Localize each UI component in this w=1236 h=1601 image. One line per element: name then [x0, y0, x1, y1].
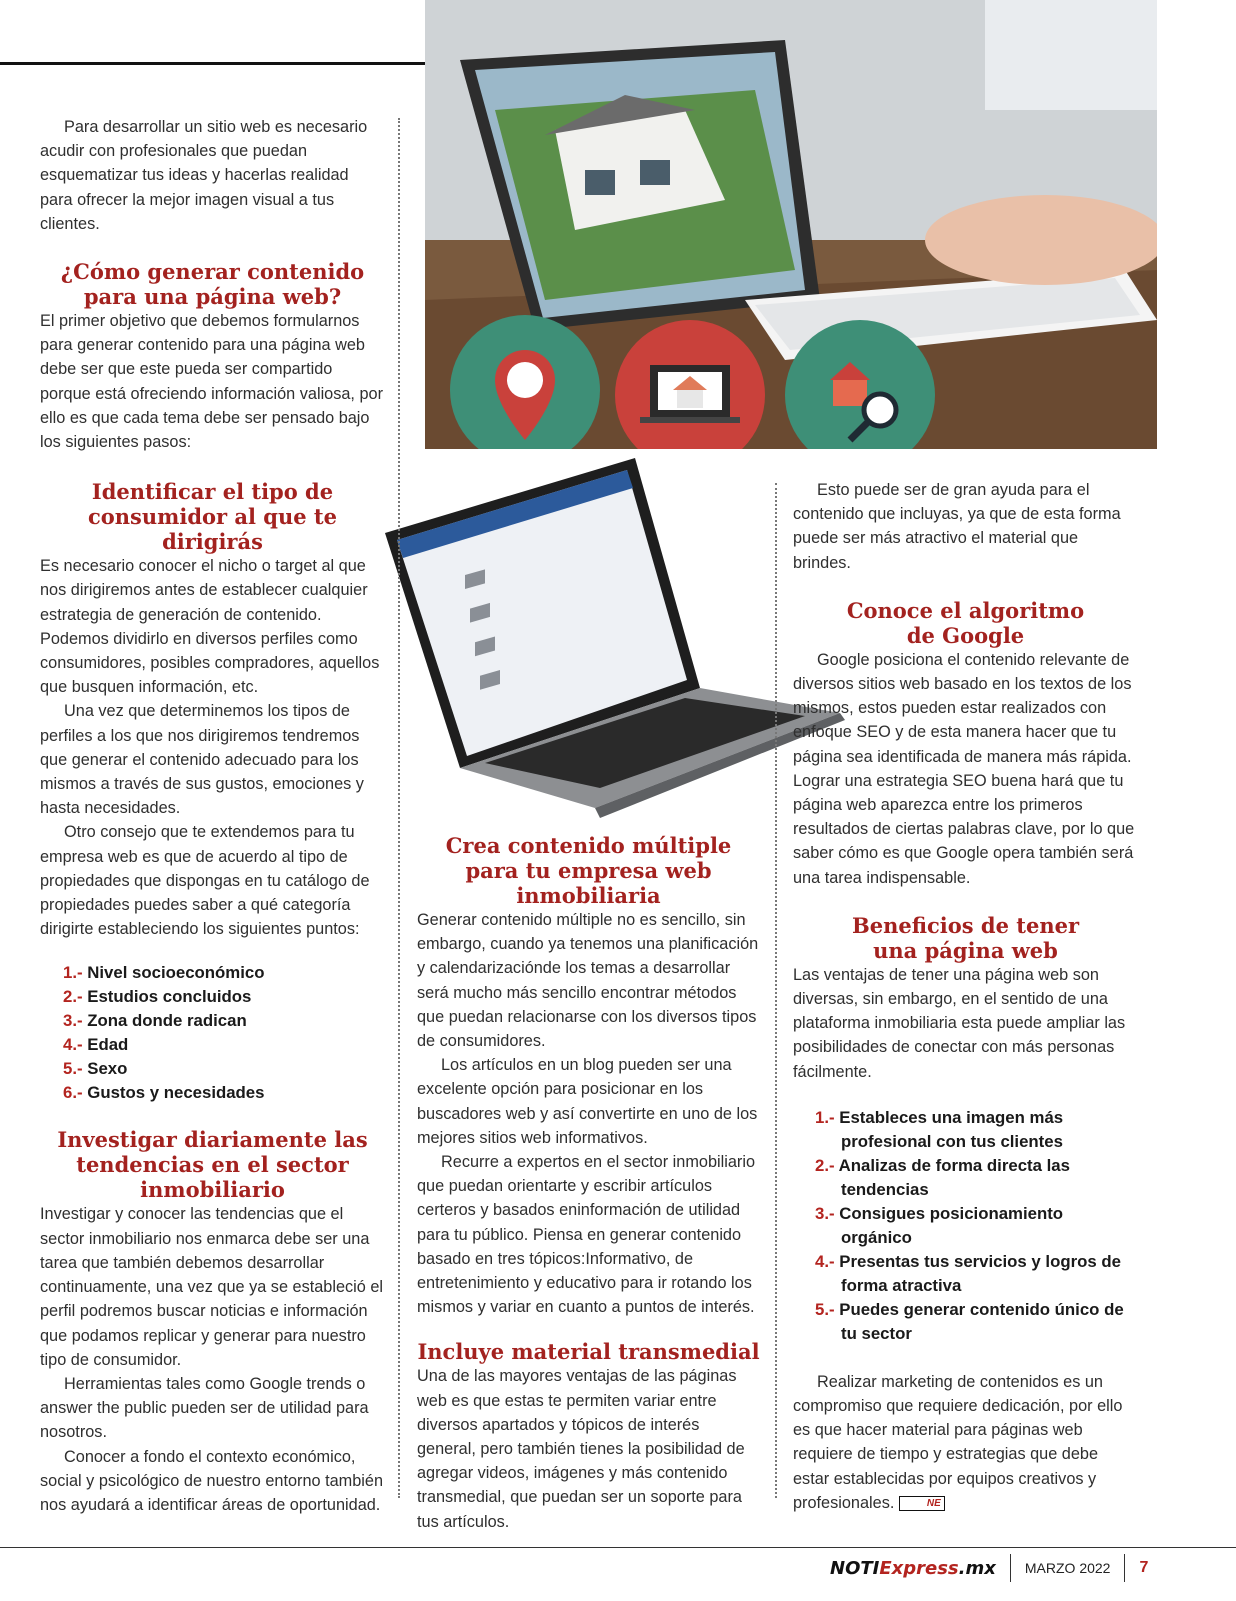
paragraph: Los artículos en un blog pueden ser una excelente opción para posicionar en los buscadores web y así convertirte en uno de los mejores sitios web informativos.	[417, 1056, 758, 1147]
paragraph: Es necesario conocer el nicho o target al que nos dirigiremos antes de establecer cualquier estrategia de generación de contenido. Podemos dividirlo en diversos perfiles como consumidores, posibles compradores, aquellos que busquen información, etc.	[40, 557, 380, 697]
paragraph: Herramientas tales como Google trends o answer the public pueden ser de utilidad para nosotros.	[40, 1374, 369, 1442]
laptop-house-illustration	[425, 0, 1157, 449]
footer	[830, 1552, 1148, 1584]
list-item: 3.- Zona donde radican	[63, 1011, 247, 1031]
paragraph: El primer objetivo que debemos formularnos para generar contenido para una página web debe ser que este pueda ser compartido porque está ofreciendo información valiosa, por ello es que cada tema debe ser pensado bajo los siguientes pasos:	[40, 312, 384, 452]
paragraph: Recurre a expertos en el sector inmobiliario que puedan orientarte y escribir artículos certeros y basados eninformación de utilidad para tu público. Piensa en generar contenido basado en tres tópicos:Informativo, de entretenimiento y educativo para ir rotando los mismos y variar en cuanto a puntos de interés.	[417, 1153, 756, 1317]
footer-divider	[1010, 1554, 1011, 1582]
section-heading: Identificar el tipo de consumidor al que te dirigirás	[88, 479, 337, 555]
paragraph: Generar contenido múltiple no es sencillo, sin embargo, cuando ya tenemos una planificación y calendarizaciónde los temas a desarrollar será mucho más sencillo encontrar métodos que puedan relacionarse con los diversos tipos de consumidores.	[417, 911, 759, 1051]
column-right	[793, 478, 1138, 1515]
brand-logo: NOTIExpress.mx	[830, 1557, 996, 1579]
section-heading: Investigar diariamente las tendencias en el sector inmobiliario	[57, 1127, 368, 1203]
list-item: 2.- Estudios concluidos	[63, 987, 252, 1007]
list-item: 4.- Edad	[63, 1035, 129, 1055]
issue-date: MARZO 2022	[1024, 1560, 1111, 1576]
consumer-criteria-list	[40, 961, 385, 1105]
header-photo	[425, 0, 1157, 449]
section-heading: Incluye material transmedial	[417, 1339, 760, 1365]
top-rule	[0, 62, 425, 65]
end-mark-logo: NE	[899, 1496, 945, 1511]
benefits-list	[793, 1106, 1138, 1346]
page-number: 7	[1139, 1559, 1149, 1576]
paragraph: Google posiciona el contenido relevante de diversos sitios web basado en los textos de los mismos, estos pueden estar realizados con enfoque SEO y de esta manera hacer que tu página sea identificada de manera más rápida. Lograr una estrategia SEO buena hará que tu página web aparezca entre los primeros resultados de ciertas palabras clave, por lo que saber cómo es que Google opera también será una tarea indispensable.	[793, 650, 1135, 887]
list-item: 1.- Nivel socioeconómico	[63, 963, 265, 983]
paragraph: Esto puede ser de gran ayuda para el contenido que incluyas, ya que de esta forma puede ser más atractivo el material que brindes.	[793, 481, 1121, 572]
footer-divider	[1124, 1554, 1125, 1582]
closing-paragraph: Realizar marketing de contenidos es un compromiso que requiere dedicación, por ello es que hacer material para páginas web requiere de tiempo y estrategias que debe estar establecidas por equipos creativos y profesionales. NE	[793, 1372, 1123, 1512]
list-item: 5.- Puedes generar contenido único de tu sector	[815, 1299, 1124, 1343]
paragraph: Conocer a fondo el contexto económico, social y psicológico de nuestro entorno también nos ayudará a identificar áreas de oportunidad.	[40, 1447, 384, 1514]
list-item: 4.- Presentas tus servicios y logros de forma atractiva	[815, 1251, 1121, 1295]
list-item: 5.- Sexo	[63, 1059, 128, 1079]
section-heading: Crea contenido múltiple para tu empresa web inmobiliaria	[445, 833, 732, 908]
paragraph: Una vez que determinemos los tipos de perfiles a los que nos dirigiremos tendremos que generar el contenido adecuado para los mismos a través de sus gustos, emociones y hasta necesidades.	[40, 702, 364, 818]
column-left	[40, 115, 385, 1517]
list-item: 1.- Estableces una imagen más profesional con tus clientes	[815, 1107, 1064, 1151]
column-separator	[398, 118, 400, 1498]
paragraph: Las ventajas de tener una página web son diversas, sin embargo, en el sentido de una plataforma inmobiliaria esta puede ampliar las posibilidades de conectar con más personas fácilmente.	[793, 965, 1126, 1081]
list-item: 2.- Analizas de forma directa las tendencias	[815, 1155, 1070, 1199]
column-middle	[417, 833, 760, 1534]
footer-rule	[0, 1547, 1236, 1548]
section-heading: ¿Cómo generar contenido para una página web?	[60, 259, 365, 310]
paragraph: Una de las mayores ventajas de las páginas web es que estas te permiten variar entre diversos apartados y tópicos de interés general, pero también tienes la posibilidad de agregar videos, imágenes y más contenido transmedial, que puedan ser un soporte para tus artículos.	[417, 1367, 745, 1531]
list-item: 3.- Consigues posicionamiento orgánico	[815, 1203, 1064, 1247]
section-heading: Beneficios de tener una página web	[851, 912, 1080, 963]
section-heading: Conoce el algoritmo de Google	[846, 597, 1085, 648]
paragraph: Investigar y conocer las tendencias que el sector inmobiliario nos enmarca debe ser una tarea que también debemos desarrollar continuamente, una vez que ya se estableció el perfil podremos buscar noticias e información que podamos replicar y generar para nuestro tipo de consumidor.	[40, 1205, 384, 1369]
column-separator	[775, 483, 777, 1498]
list-item: 6.- Gustos y necesidades	[63, 1083, 265, 1103]
paragraph: Otro consejo que te extendemos para tu empresa web es que de acuerdo al tipo de propiedades que dispongas en tu catálogo de propiedades puedes saber a qué categoría dirigirte estableciendo los siguientes puntos:	[40, 823, 370, 939]
intro-paragraph: Para desarrollar un sitio web es necesario acudir con profesionales que puedan esquematizar tus ideas y hacerlas realidad para ofrecer la mejor imagen visual a tus clientes.	[40, 118, 368, 233]
